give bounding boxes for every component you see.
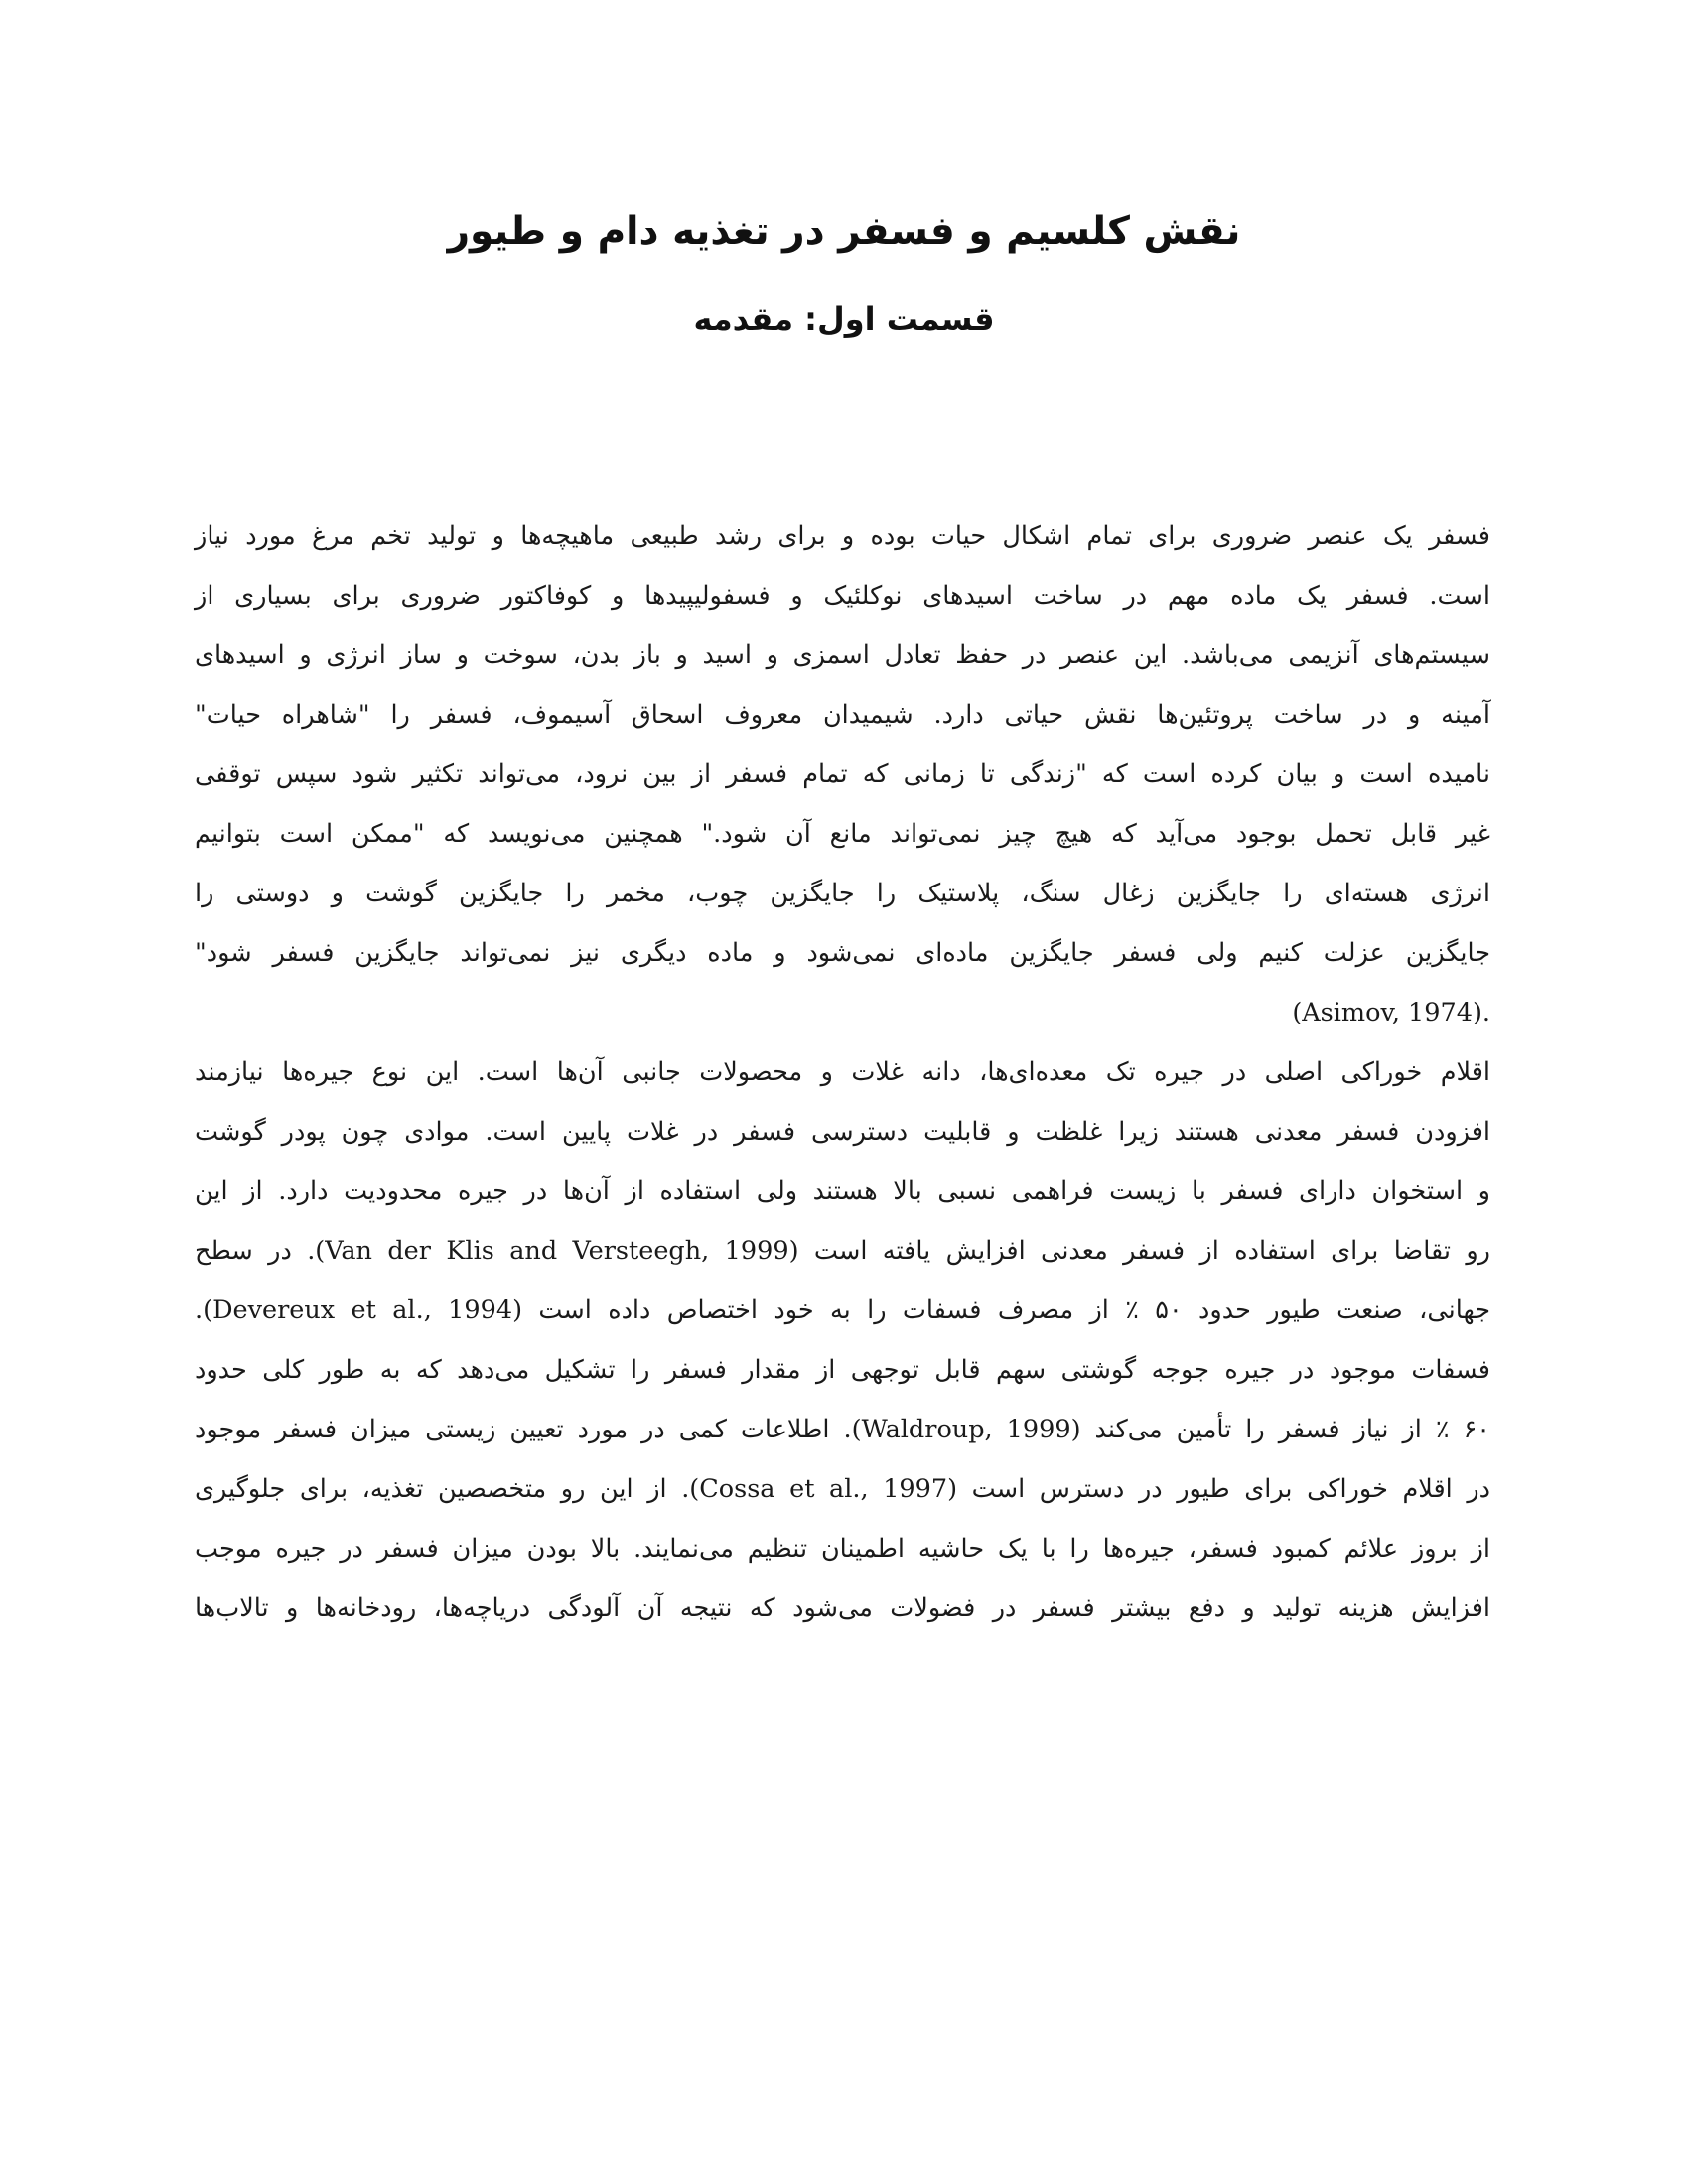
- paragraph-line: افزودن فسفر معدنی هستند زیرا غلظت و قابلیت دسترسی فسفر در غلات پایین است. موادی چون پودر گوشت: [195, 1117, 1490, 1147]
- paragraph-line: در اقلام خوراکی برای طیور در دسترس است (Cossa et al., 1997). از این رو متخصصین تغذیه، برای جلوگیری: [195, 1474, 1490, 1504]
- paragraph-line-citation: (Asimov, 1974).: [1292, 998, 1490, 1027]
- paragraph-line: ۶۰ ٪ از نیاز فسفر را تأمین می‌کند (Waldroup, 1999). اطلاعات کمی در مورد تعیین زیستی میزان فسفر موجود: [195, 1415, 1490, 1444]
- paragraph-line: جایگزین عزلت کنیم ولی فسفر جایگزین ماده‌ای نمی‌شود و ماده دیگری نیز نمی‌تواند جایگزین فسفر شود": [195, 938, 1490, 968]
- paragraph-line: انرژی هسته‌ای را جایگزین زغال سنگ، پلاستیک را جایگزین چوب، مخمر را جایگزین گوشت و دوستی را: [195, 879, 1490, 908]
- paragraph-2: [195, 1042, 1490, 1638]
- paragraph-line: فسفات موجود در جیره جوجه گوشتی سهم قابل توجهی از مقدار فسفر را تشکیل می‌دهد که به طور کلی حدود: [195, 1355, 1490, 1385]
- paragraph-line: و استخوان دارای فسفر با زیست فراهمی نسبی بالا هستند ولی استفاده از آن‌ها در جیره محدودیت دارد. از این: [195, 1176, 1490, 1206]
- paragraph-line: است. فسفر یک ماده مهم در ساخت اسیدهای نوکلئیک و فسفولیپیدها و کوفاکتور ضروری برای بسیاری از: [195, 581, 1490, 611]
- paragraph-line: فسفر یک عنصر ضروری برای تمام اشکال حیات بوده و برای رشد طبیعی ماهیچه‌ها و تولید تخم مرغ مورد نیاز: [195, 521, 1490, 551]
- paragraph-line: افزایش هزینه تولید و دفع بیشتر فسفر در فضولات می‌شود که نتیجه آن آلودگی دریاچه‌ها، رودخانه‌ها و تالاب‌ها: [195, 1593, 1490, 1623]
- paragraph-line: رو تقاضا برای استفاده از فسفر معدنی افزایش یافته است (Van der Klis and Versteegh, 1999). در سطح: [195, 1236, 1490, 1266]
- paragraph-line: سیستم‌های آنزیمی می‌باشد. این عنصر در حفظ تعادل اسمزی و اسید و باز بدن، سوخت و ساز انرژی و اسیدهای: [195, 640, 1490, 670]
- paragraph-line: غیر قابل تحمل بوجود می‌آید که هیچ چیز نمی‌تواند مانع آن شود." همچنین می‌نویسد که "ممکن است بتوانیم: [195, 819, 1490, 849]
- body-text: [195, 506, 1490, 1638]
- paragraph-1: [195, 506, 1490, 1042]
- paragraph-line: آمینه و در ساخت پروتئین‌ها نقش حیاتی دارد. شیمیدان معروف اسحاق آسیموف، فسفر را "شاهراه حیات": [195, 700, 1490, 730]
- document-subtitle: قسمت اول: مقدمه: [693, 300, 995, 338]
- document-title: نقش کلسیم و فسفر در تغذیه دام و طیور: [447, 209, 1241, 254]
- paragraph-line: نامیده است و بیان کرده است که "زندگی تا زمانی که تمام فسفر از بین نرود، می‌تواند تکثیر شود سپس توقفی: [195, 759, 1490, 789]
- paragraph-line: اقلام خوراکی اصلی در جیره تک معده‌ای‌ها، دانه غلات و محصولات جانبی آن‌ها است. این نوع جیره‌ها نیازمند: [195, 1057, 1490, 1087]
- paragraph-line: از بروز علائم کمبود فسفر، جیره‌ها را با یک حاشیه اطمینان تنظیم می‌نمایند. بالا بودن میزان فسفر در جیره موجب: [195, 1534, 1490, 1564]
- paragraph-line: جهانی، صنعت طیور حدود ۵۰ ٪ از مصرف فسفات را به خود اختصاص داده است (Devereux et al., 1994).: [195, 1296, 1490, 1325]
